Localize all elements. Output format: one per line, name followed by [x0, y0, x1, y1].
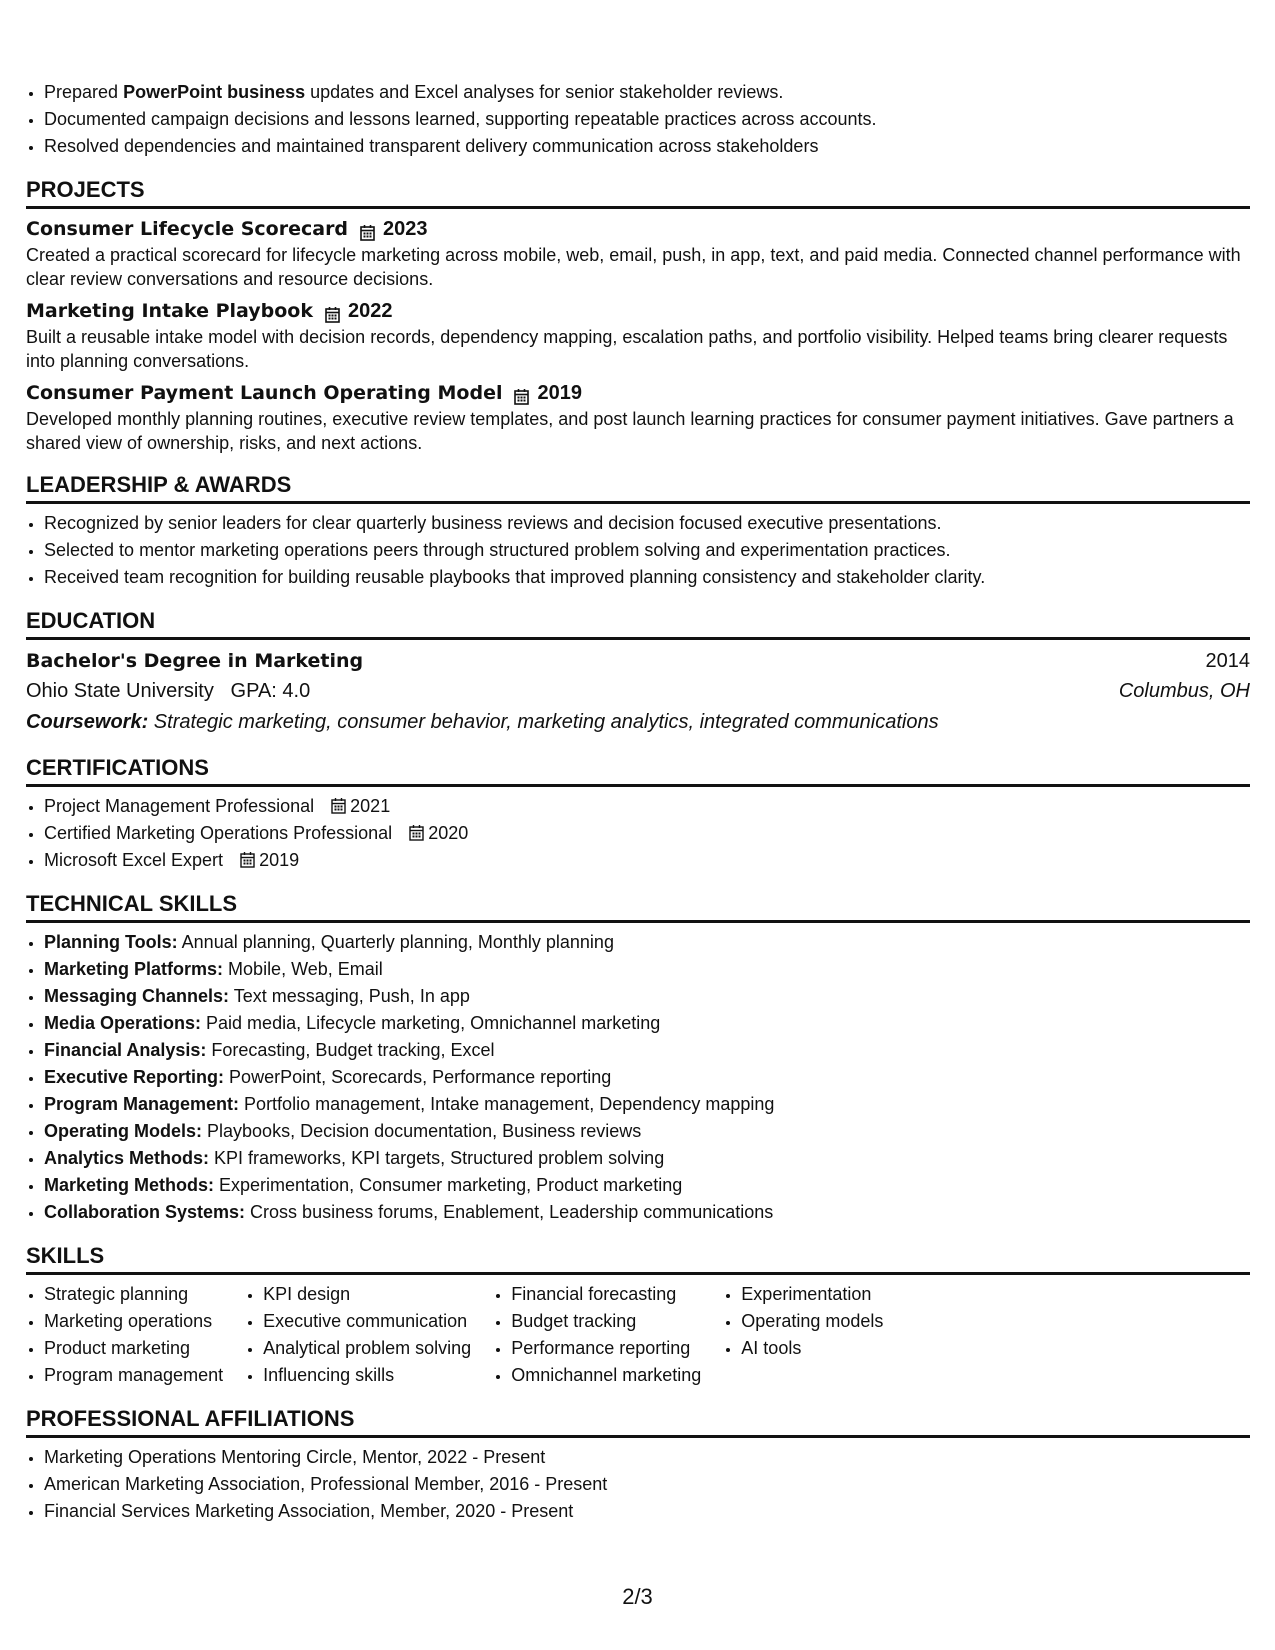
project-name: Consumer Lifecycle Scorecard [26, 218, 349, 240]
skills-column [26, 1281, 223, 1389]
project-year: 2019 [537, 382, 582, 404]
skills-column [723, 1281, 883, 1389]
list-item: • Analytical problem solving [263, 1335, 471, 1362]
project-name: Marketing Intake Playbook [26, 300, 313, 322]
list-item: • Marketing Operations Mentoring Circle, Mentor, 2022 - Present [44, 1444, 1250, 1471]
list-item: • Performance reporting [511, 1335, 701, 1362]
list-item: • KPI design [263, 1281, 471, 1308]
list-item: • Product marketing [44, 1335, 223, 1362]
education-school-row [26, 676, 1250, 706]
list-item: • Executive Reporting: PowerPoint, Scorecards, Performance reporting [44, 1064, 1250, 1091]
list-item: • Budget tracking [511, 1308, 701, 1335]
list-item: • Resolved dependencies and maintained transparent delivery communication across stakeholders [44, 133, 1250, 160]
education-degree: Bachelor's Degree in Marketing [26, 650, 364, 672]
calendar-icon [240, 849, 255, 866]
list-item: • Analytics Methods: KPI frameworks, KPI targets, Structured problem solving [44, 1145, 1250, 1172]
list-item: • Operating models [741, 1308, 883, 1335]
project-year: 2022 [347, 300, 393, 322]
section-title-technical-skills: TECHNICAL SKILLS [26, 890, 1250, 923]
list-item: • Collaboration Systems: Cross business forums, Enablement, Leadership communications [44, 1199, 1250, 1226]
skills-column [245, 1281, 471, 1389]
project-description: Created a practical scorecard for lifecycle marketing across mobile, web, email, push, in app, text, and paid media. Connected channel performance with clear review conversations and resource decisions. [26, 245, 1241, 289]
list-item: • Documented campaign decisions and lessons learned, supporting repeatable practices across accounts. [44, 106, 1250, 133]
list-item: • Financial Services Marketing Association, Member, 2020 - Present [44, 1498, 1250, 1525]
section-title-affiliations: PROFESSIONAL AFFILIATIONS [26, 1405, 1250, 1438]
list-item: • Financial Analysis: Forecasting, Budget tracking, Excel [44, 1037, 1250, 1064]
list-item: • AI tools [741, 1335, 883, 1362]
project-year: 2023 [383, 218, 428, 240]
skills-columns [26, 1281, 1250, 1389]
section-title-skills: SKILLS [26, 1242, 1250, 1275]
list-item: • Marketing operations [44, 1308, 223, 1335]
calendar-icon [325, 303, 340, 320]
list-item: • Executive communication [263, 1308, 471, 1335]
technical-skills-list [26, 929, 1250, 1226]
list-item: • Influencing skills [263, 1362, 471, 1389]
projects-list [26, 215, 1250, 455]
list-item: • Program management [44, 1362, 223, 1389]
list-item: • Program Management: Portfolio management, Intake management, Dependency mapping [44, 1091, 1250, 1118]
list-item: • American Marketing Association, Professional Member, 2016 - Present [44, 1471, 1250, 1498]
list-item: • Media Operations: Paid media, Lifecycle marketing, Omnichannel marketing [44, 1010, 1250, 1037]
list-item: • Planning Tools: Annual planning, Quarterly planning, Monthly planning [44, 929, 1250, 956]
experience-bullets [26, 79, 1250, 160]
list-item: • Selected to mentor marketing operations peers through structured problem solving and experimentation practices. [44, 537, 1250, 564]
list-item: • Messaging Channels: Text messaging, Push, In app [44, 983, 1250, 1010]
resume-page [26, 0, 1250, 1525]
list-item: • Operating Models: Playbooks, Decision documentation, Business reviews [44, 1118, 1250, 1145]
education-degree-row [26, 646, 1250, 676]
calendar-icon [514, 385, 529, 402]
project-header [26, 379, 1250, 407]
list-item: • Project Management Professional 2021 [44, 793, 1250, 820]
skills-column [493, 1281, 701, 1389]
list-item: • Financial forecasting [511, 1281, 701, 1308]
calendar-icon [409, 822, 424, 839]
list-item: • Marketing Methods: Experimentation, Consumer marketing, Product marketing [44, 1172, 1250, 1199]
list-item: • Microsoft Excel Expert 2019 [44, 847, 1250, 874]
education-coursework: Coursework: Strategic marketing, consumer behavior, marketing analytics, integrated communications [26, 711, 939, 733]
section-title-education: EDUCATION [26, 607, 1250, 640]
education-year: 2014 [1205, 650, 1250, 672]
list-item: • Recognized by senior leaders for clear quarterly business reviews and decision focused executive presentations. [44, 510, 1250, 537]
list-item: • Strategic planning [44, 1281, 223, 1308]
page-number: 2/3 [622, 1584, 653, 1609]
education-gpa: GPA: 4.0 [230, 680, 311, 702]
list-item: • Omnichannel marketing [511, 1362, 701, 1389]
project-name: Consumer Payment Launch Operating Model [26, 382, 503, 404]
project-header [26, 215, 1250, 243]
education-school: Ohio State University [26, 680, 214, 702]
list-item: • Experimentation [741, 1281, 883, 1308]
affiliations-list [26, 1444, 1250, 1525]
leadership-list [26, 510, 1250, 591]
education-location: Columbus, OH [1118, 680, 1250, 702]
section-title-projects: PROJECTS [26, 176, 1250, 209]
certifications-list [26, 793, 1250, 874]
section-title-certifications: CERTIFICATIONS [26, 754, 1250, 787]
calendar-icon [331, 795, 346, 812]
calendar-icon [360, 221, 375, 238]
list-item: • Certified Marketing Operations Professional 2020 [44, 820, 1250, 847]
project-header [26, 297, 1250, 325]
list-item: • Prepared PowerPoint business updates and Excel analyses for senior stakeholder reviews. [44, 79, 1250, 106]
section-title-leadership: LEADERSHIP & AWARDS [26, 471, 1250, 504]
project-description: Developed monthly planning routines, executive review templates, and post launch learning practices for consumer payment initiatives. Gave partners a shared view of ownership, risks, and next actions. [26, 409, 1234, 453]
list-item: • Marketing Platforms: Mobile, Web, Email [44, 956, 1250, 983]
project-description: Built a reusable intake model with decision records, dependency mapping, escalation paths, and portfolio visibility. Helped teams bring clearer requests into planning conversations. [26, 327, 1228, 371]
list-item: • Received team recognition for building reusable playbooks that improved planning consistency and stakeholder clarity. [44, 564, 1250, 591]
